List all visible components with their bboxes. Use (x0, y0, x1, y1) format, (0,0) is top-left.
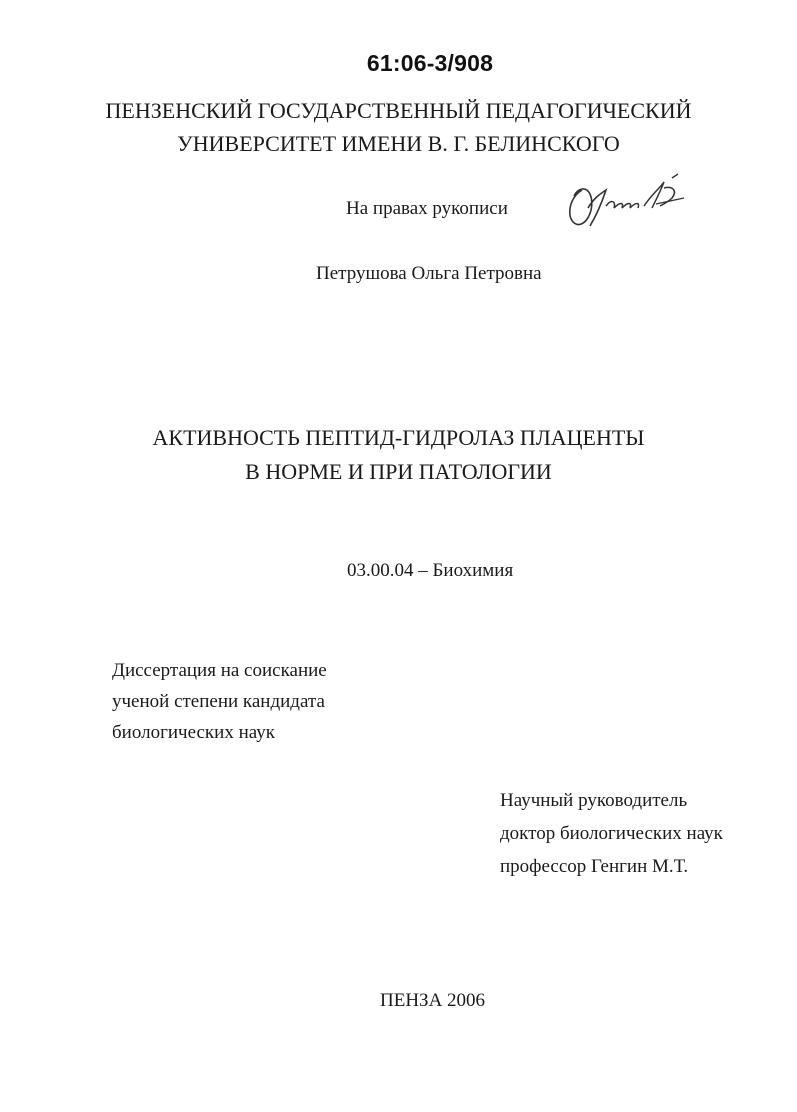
institution-line-1: ПЕНЗЕНСКИЙ ГОСУДАРСТВЕННЫЙ ПЕДАГОГИЧЕСКИЙ (105, 98, 692, 123)
dissertation-title-line-2: В НОРМЕ И ПРИ ПАТОЛОГИИ (245, 459, 552, 484)
institution-line-2: УНИВЕРСИТЕТ ИМЕНИ В. Г. БЕЛИНСКОГО (177, 131, 620, 156)
city-year: ПЕНЗА 2006 (380, 990, 486, 1011)
supervisor-line-3: профессор Генгин М.Т. (500, 856, 689, 877)
degree-line-1: Диссертация на соискание (112, 660, 327, 681)
dissertation-title-line-1: АКТИВНОСТЬ ПЕПТИД-ГИДРОЛАЗ ПЛАЦЕНТЫ (152, 425, 645, 450)
manuscript-note: На правах рукописи (346, 198, 508, 219)
degree-line-2: ученой степени кандидата (112, 691, 325, 712)
supervisor-line-1: Научный руководитель (500, 790, 688, 811)
author-name: Петрушова Ольга Петровна (316, 263, 542, 284)
specialty-code: 03.00.04 – Биохимия (347, 560, 514, 581)
catalog-number: 61:06-3/908 (366, 50, 494, 76)
supervisor-line-2: доктор биологических наук (500, 823, 723, 844)
degree-line-3: биологических наук (112, 722, 275, 743)
signature-icon (560, 168, 690, 238)
